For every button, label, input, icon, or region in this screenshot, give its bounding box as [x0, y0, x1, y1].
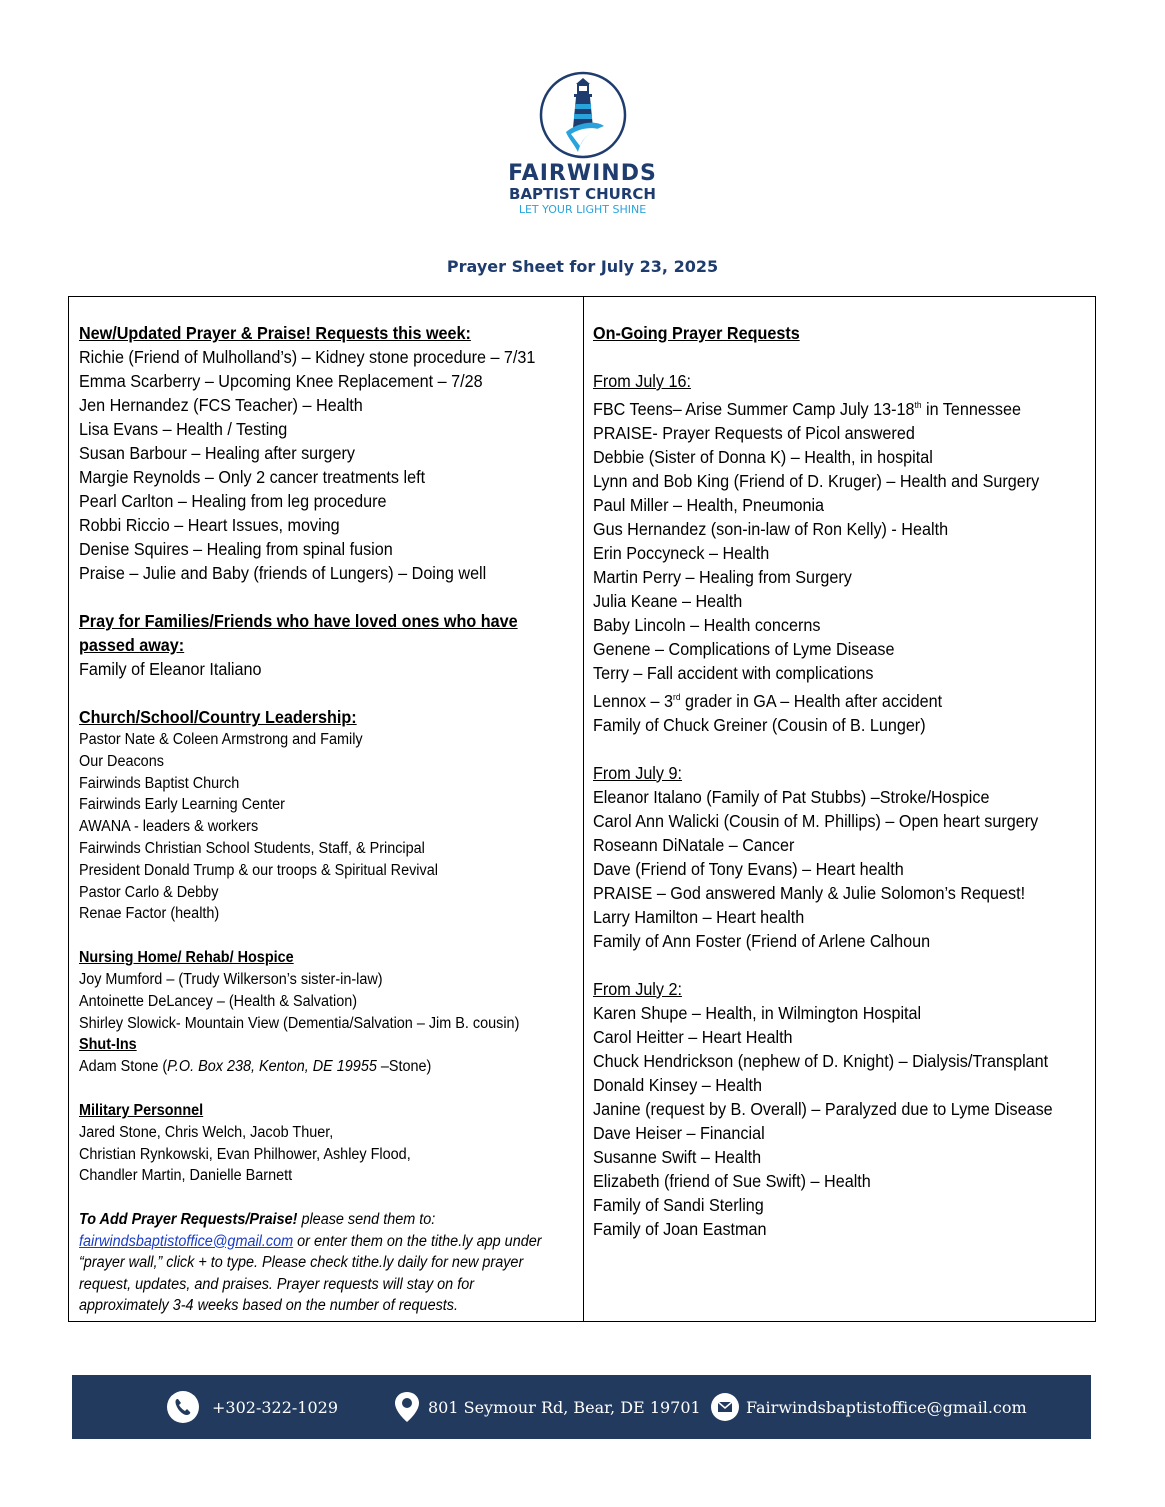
list-item: Jared Stone, Chris Welch, Jacob Thuer,	[79, 1123, 334, 1141]
list-item: Pastor Nate & Coleen Armstrong and Family	[79, 731, 363, 748]
add-request-note: To Add Prayer Requests/Praise! please send them to: fairwindsbaptistoffice@gmail.com or enter them on the tithe.ly app under “prayer wall,” click + to type. Please check tithe.ly daily for new prayer request, updates, and praises. Prayer requests will stay on for approximately 3-4 weeks based on the number of requests.	[79, 1211, 542, 1315]
contact-footer	[72, 1375, 1091, 1439]
list-item: Debbie (Sister of Donna K) – Health, in hospital	[593, 446, 933, 467]
list-item: Fairwinds Baptist Church	[79, 774, 240, 792]
new-requests-heading: New/Updated Prayer & Praise! Requests this week:	[79, 323, 471, 343]
list-item: Baby Lincoln – Health concerns	[593, 614, 821, 635]
list-item: Chuck Hendrickson (nephew of D. Knight) – Dialysis/Transplant	[593, 1050, 1049, 1071]
column-divider	[583, 297, 584, 1321]
list-item: Renae Factor (health)	[79, 905, 220, 923]
list-item: Donald Kinsey – Health	[593, 1074, 763, 1095]
list-item: Shirley Slowick- Mountain View (Dementia/Salvation – Jim B. cousin)	[79, 1014, 520, 1032]
page-title: Prayer Sheet for July 23, 2025	[446, 257, 719, 276]
prayer-table	[68, 296, 1096, 1322]
july9-list	[593, 785, 1088, 953]
list-item: Carol Heitter – Heart Health	[593, 1026, 793, 1047]
list-item: Christian Rynkowski, Evan Philhower, Ashley Flood,	[79, 1145, 411, 1163]
list-item: Our Deacons	[79, 752, 164, 770]
list-item: Terry – Fall accident with complications	[593, 662, 874, 683]
list-item: Genene – Complications of Lyme Disease	[593, 638, 895, 659]
list-item: Martin Perry – Healing from Surgery	[593, 566, 852, 587]
list-item: Family of Eleanor Italiano	[79, 659, 262, 679]
right-column	[593, 321, 1088, 1241]
list-item: Praise – Julie and Baby (friends of Lungers) – Doing well	[79, 563, 487, 583]
military-list	[79, 1122, 577, 1187]
church-header	[0, 70, 1165, 217]
list-item: Fairwinds Christian School Students, Staff, & Principal	[79, 839, 425, 857]
phone-icon	[166, 1390, 200, 1424]
leadership-heading: Church/School/Country Leadership:	[79, 707, 357, 727]
list-item: PRAISE – God answered Manly & Julie Solomon’s Request!	[593, 882, 1026, 903]
list-item: Family of Ann Foster (Friend of Arlene Calhoun	[593, 930, 931, 951]
left-column	[79, 321, 577, 1317]
list-item: Pastor Carlo & Debby	[79, 883, 219, 901]
list-item: Fairwinds Early Learning Center	[79, 796, 285, 814]
july16-first-item: FBC Teens– Arise Summer Camp July 13-18th in Tennessee	[593, 398, 1022, 419]
families-heading-line2: passed away:	[79, 635, 185, 655]
church-tagline: LET YOUR LIGHT SHINE	[518, 203, 647, 216]
list-item: Emma Scarberry – Upcoming Knee Replacement – 7/28	[79, 371, 483, 391]
list-item: Roseann DiNatale – Cancer	[593, 834, 795, 855]
list-item: Elizabeth (friend of Sue Swift) – Health	[593, 1170, 871, 1191]
list-item: Antoinette DeLancey – (Health & Salvation)	[79, 992, 358, 1010]
list-item: Paul Miller – Health, Pneumonia	[593, 494, 825, 515]
list-item: Joy Mumford – (Trudy Wilkerson’s sister-in-law)	[79, 970, 383, 988]
families-heading-line1: Pray for Families/Friends who have loved ones who have	[79, 611, 518, 631]
july2-list	[593, 1001, 1088, 1241]
list-item: Denise Squires – Healing from spinal fusion	[79, 539, 393, 559]
list-item: Susanne Swift – Health	[593, 1146, 762, 1167]
list-item: Family of Sandi Sterling	[593, 1194, 764, 1215]
list-item: Julia Keane – Health	[593, 590, 743, 611]
mail-icon	[710, 1392, 740, 1422]
nursing-list	[79, 969, 577, 1034]
list-item: Robbi Riccio – Heart Issues, moving	[79, 515, 340, 535]
list-item: President Donald Trump & our troops & Spiritual Revival	[79, 861, 438, 879]
nursing-heading: Nursing Home/ Rehab/ Hospice	[79, 949, 294, 967]
list-item: Dave Heiser – Financial	[593, 1122, 765, 1143]
footer-phone[interactable]: +302-322-1029	[166, 1375, 338, 1439]
shutins-item: Adam Stone (P.O. Box 238, Kenton, DE 19955 –Stone)	[79, 1058, 432, 1076]
july16-last-item: Family of Chuck Greiner (Cousin of B. Lunger)	[593, 714, 926, 735]
list-item: Carol Ann Walicki (Cousin of M. Phillips) – Open heart surgery	[593, 810, 1039, 831]
list-item: AWANA - leaders & workers	[79, 818, 259, 836]
list-item: Lynn and Bob King (Friend of D. Kruger) – Health and Surgery	[593, 470, 1040, 491]
church-subtitle: BAPTIST CHURCH	[509, 185, 656, 203]
list-item: Dave (Friend of Tony Evans) – Heart health	[593, 858, 904, 879]
lennox-item: Lennox – 3rd grader in GA – Health after accident	[593, 690, 943, 711]
ongoing-heading: On-Going Prayer Requests	[593, 323, 800, 343]
list-item: Richie (Friend of Mulholland’s) – Kidney stone procedure – 7/31	[79, 347, 536, 367]
july16-list	[593, 421, 1088, 685]
list-item: Jen Hernandez (FCS Teacher) – Health	[79, 395, 363, 415]
list-item: Lisa Evans – Health / Testing	[79, 419, 288, 439]
list-item: Eleanor Italano (Family of Pat Stubbs) –Stroke/Hospice	[593, 786, 990, 807]
footer-email[interactable]: Fairwindsbaptistoffice@gmail.com	[710, 1375, 1027, 1439]
list-item: PRAISE- Prayer Requests of Picol answered	[593, 422, 915, 443]
list-item: Gus Hernandez (son-in-law of Ron Kelly) - Health	[593, 518, 949, 539]
location-pin-icon	[392, 1390, 422, 1424]
families-list	[79, 657, 577, 681]
list-item: Karen Shupe – Health, in Wilmington Hospital	[593, 1002, 922, 1023]
list-item: Larry Hamilton – Heart health	[593, 906, 805, 927]
list-item: Margie Reynolds – Only 2 cancer treatments left	[79, 467, 426, 487]
footer-address[interactable]: 801 Seymour Rd, Bear, DE 19701	[392, 1375, 701, 1439]
leadership-list	[79, 729, 577, 925]
list-item: Janine (request by B. Overall) – Paralyzed due to Lyme Disease	[593, 1098, 1053, 1119]
list-item: Family of Joan Eastman	[593, 1218, 767, 1239]
church-name: FAIRWINDS	[508, 161, 657, 186]
list-item: Chandler Martin, Danielle Barnett	[79, 1167, 293, 1185]
list-item: Erin Poccyneck – Health	[593, 542, 770, 563]
lighthouse-logo-icon	[538, 70, 628, 160]
list-item: Pearl Carlton – Healing from leg procedure	[79, 491, 387, 511]
new-requests-list	[79, 345, 577, 585]
military-heading: Military Personnel	[79, 1101, 204, 1119]
shutins-heading: Shut-Ins	[79, 1036, 137, 1054]
july9-heading: From July 9:	[593, 762, 682, 783]
list-item: Susan Barbour – Healing after surgery	[79, 443, 356, 463]
office-email-link[interactable]: fairwindsbaptistoffice@gmail.com	[79, 1232, 294, 1250]
july16-heading: From July 16:	[593, 371, 691, 391]
july2-heading: From July 2:	[593, 978, 682, 999]
